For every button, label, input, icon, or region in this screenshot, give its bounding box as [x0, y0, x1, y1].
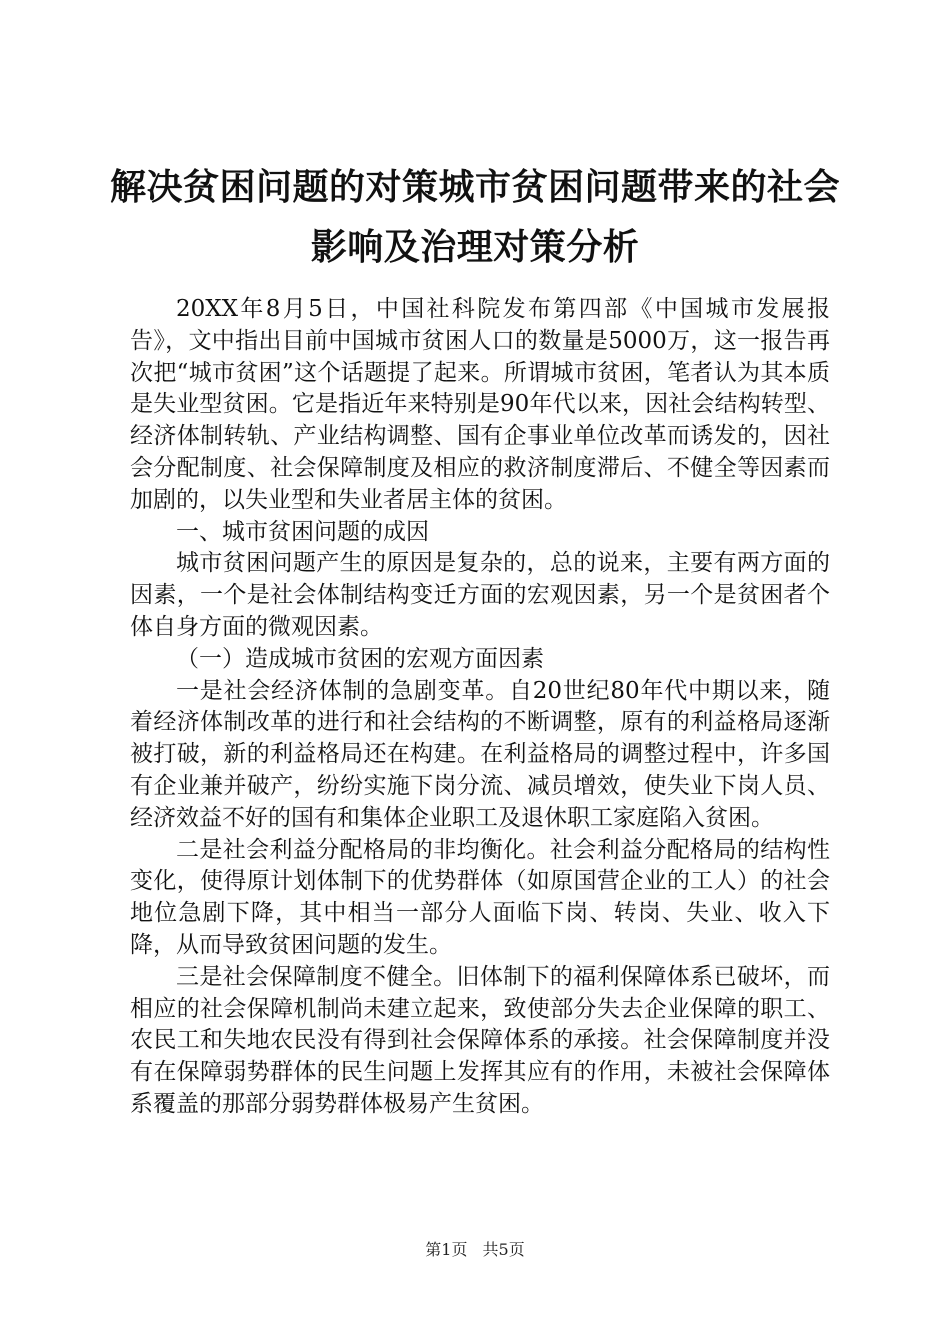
title-line-2: 影响及治理对策分析 — [310, 227, 640, 268]
causes-overview-paragraph: 城市贫困问题产生的原因是复杂的，总的说来，主要有两方面的因素，一个是社会体制结构变迁方面的宏观因素，另一个是贫困者个体自身方面的微观因素。 — [130, 550, 830, 640]
macro-factor-1-paragraph: 一是社会经济体制的急剧变革。自20世纪80年代中期以来，随着经济体制改革的进行和社会结构的不断调整，原有的利益格局逐渐被打破，新的利益格局还在构建。在利益格局的调整过程中，许多国有企业兼并破产，纷纷实施下岗分流、减员增效，使失业下岗人员、经济效益不好的国有和集体企业职工及退休职工家庭陷入贫困。 — [130, 677, 830, 831]
macro-factor-3-paragraph: 三是社会保障制度不健全。旧体制下的福利保障体系已破坏，而相应的社会保障机制尚未建立起来，致使部分失去企业保障的职工、农民工和失地农民没有得到社会保障体系的承接。社会保障制度并没有在保障弱势群体的民生问题上发挥其应有的作用，未被社会保障体系覆盖的那部分弱势群体极易产生贫困。 — [130, 963, 830, 1117]
page-footer — [0, 1240, 950, 1260]
intro-paragraph: 20XX年8月5日，中国社科院发布第四部《中国城市发展报告》，文中指出目前中国城市贫困人口的数量是5000万，这一报告再次把“城市贫困”这个话题提了起来。所谓城市贫困，笔者认为其本质是失业型贫困。它是指近年来特别是90年代以来，因社会结构转型、经济体制转轨、产业结构调整、国有企事业单位改革而诱发的，因社会分配制度、社会保障制度及相应的救济制度滞后、不健全等因素而加剧的，以失业型和失业者居主体的贫困。 — [130, 296, 830, 513]
subsection-heading-macro: （一）造成城市贫困的宏观方面因素 — [176, 645, 544, 672]
page-number-total: 共5页 — [482, 1240, 525, 1259]
title-line-1: 解决贫困问题的对策城市贫困问题带来的社会 — [109, 167, 840, 208]
page-number-current: 第1页 — [425, 1240, 468, 1259]
document-body — [130, 294, 830, 1121]
document-title — [100, 158, 850, 278]
section-heading-causes: 一、城市贫困问题的成因 — [176, 518, 429, 545]
macro-factor-2-paragraph: 二是社会利益分配格局的非均衡化。社会利益分配格局的结构性变化，使得原计划体制下的优势群体（如原国营企业的工人）的社会地位急剧下降，其中相当一部分人面临下岗、转岗、失业、收入下降，从而导致贫困问题的发生。 — [130, 836, 830, 958]
